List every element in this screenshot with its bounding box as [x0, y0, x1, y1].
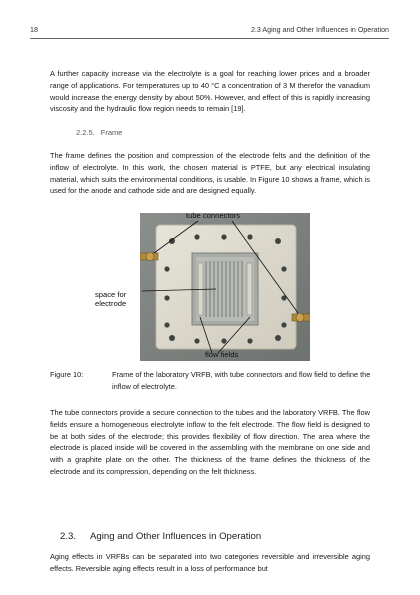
subsection-heading — [76, 128, 128, 137]
page-header — [30, 25, 389, 39]
subsection-title: Frame — [100, 128, 123, 137]
figure-frame-photo — [140, 213, 310, 361]
frame-photo-illustration — [140, 213, 310, 361]
label-flow-fields: flow fields — [205, 350, 239, 359]
subsection-number: 2.2.5. — [76, 128, 95, 137]
section-title: Aging and Other Influences in Operation — [90, 531, 262, 542]
section-number: 2.3. — [60, 531, 77, 542]
caption-text: Frame of the laboratory VRFB, with tube connectors and flow field to define the inflow of electrolyte. — [112, 370, 371, 391]
label-space-for-electrode: space for electrode — [95, 290, 127, 308]
caption-label: Figure 10: — [50, 370, 84, 379]
page-number: 18 — [30, 26, 38, 34]
paragraph-aging: Aging effects in VRFBs can be separated into two categories reversible and irreversible aging effects. Reversible aging effects result in a loss of performance but — [50, 552, 370, 573]
paragraph-tube-connectors: The tube connectors provide a secure connection to the tubes and the laboratory VRFB. The flow fields ensure a homogeneous electrolyte inflow to the felt electrode. The flow field is designed to be at both sides of the electrode; this provides flexibility of flow direction. The area where the electrode is placed inside will be covered in the assembling with the membrane on one side and with a graphite plate on the other. The thickness of the frame defines the thickness of the electrode and its compression, depending on the felt thickness. — [50, 408, 370, 476]
paragraph-electrolyte: A further capacity increase via the electrolyte is a goal for reaching lower prices and a broader range of applications. For temperatures up to 40 °C a concentration of 3 M therefor the vanadium would increase the energy density by about 50%. However, and effect of this is rapidly increasing viscosity and the hydraulic flow region needs to remain [19]. — [50, 69, 370, 114]
label-tube-connectors: tube connectors — [186, 211, 241, 220]
section-heading — [60, 531, 261, 542]
running-title: 2.3 Aging and Other Influences in Operation — [250, 26, 389, 34]
paragraph-frame: The frame defines the position and compression of the electrode felts and the definition of the inflow of electrolyte. In this work, the chosen material is PTFE, but any electrical insulating material, which suits the environmental conditions, is usable. In Figure 10 shows a frame, which is used for the anode and cathode side and are designed equally. — [50, 151, 370, 196]
